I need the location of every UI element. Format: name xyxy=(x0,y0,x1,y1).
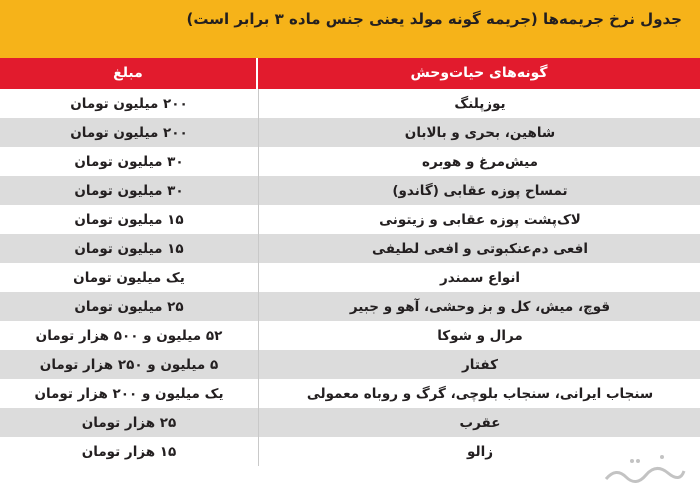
header-amount: مبلغ xyxy=(0,58,256,89)
amount-cell: ۲۰۰ میلیون تومان xyxy=(70,95,188,112)
amount-cell: ۲۵ میلیون تومان xyxy=(0,292,259,321)
header-divider xyxy=(256,58,258,89)
species-cell: انواع سمندر xyxy=(259,263,700,292)
species-cell: لاک‌پشت پوزه عقابی و زیتونی xyxy=(259,205,700,234)
amount-cell: ۵۲ میلیون و ۵۰۰ هزار تومان xyxy=(35,327,223,344)
table-row xyxy=(0,147,700,176)
table-row xyxy=(0,263,700,292)
table-row xyxy=(0,437,700,466)
species-cell: شاهین، بحری و بالابان xyxy=(259,118,700,147)
table-row xyxy=(0,118,700,147)
amount-cell: ۳۰ میلیون تومان xyxy=(74,153,184,170)
amount-cell: ۳۰ میلیون تومان xyxy=(0,176,259,205)
amount-cell: یک میلیون و ۲۰۰ هزار تومان xyxy=(34,385,224,402)
watermark-logo xyxy=(602,449,688,489)
species-cell: افعی دم‌عنکبوتی و افعی لطیفی xyxy=(259,234,700,263)
species-cell: قوچ، میش، کل و بز وحشی، آهو و جبیر xyxy=(259,292,700,321)
table-row xyxy=(0,350,700,379)
table-row xyxy=(0,89,700,118)
table-row xyxy=(0,205,700,234)
table-row xyxy=(0,379,700,408)
amount-cell: یک میلیون تومان xyxy=(73,269,185,286)
table-row xyxy=(0,321,700,350)
species-cell: یوزپلنگ xyxy=(259,89,700,118)
amount-cell: ۲۵ هزار تومان xyxy=(0,408,259,437)
table-row xyxy=(0,292,700,321)
species-cell: عقرب xyxy=(259,408,700,437)
amount-cell: ۲۰۰ میلیون تومان xyxy=(0,118,259,147)
species-cell: زالو xyxy=(259,437,700,466)
amount-cell: ۱۵ هزار تومان xyxy=(81,443,177,460)
table-row xyxy=(0,176,700,205)
species-cell: تمساح پوزه عقابی (گاندو) xyxy=(259,176,700,205)
table-row xyxy=(0,408,700,437)
fines-table xyxy=(0,89,700,466)
amount-cell: ۱۵ میلیون تومان xyxy=(74,211,184,228)
table-title: جدول نرخ جریمه‌ها (جریمه گونه مولد یعنی جنس ماده ۳ برابر است) xyxy=(0,0,700,58)
header-species: گونه‌های حیات‌وحش xyxy=(258,58,700,89)
species-cell: میش‌مرغ و هوبره xyxy=(259,147,700,176)
species-cell: مرال و شوکا xyxy=(259,321,700,350)
table-row xyxy=(0,234,700,263)
amount-cell: ۱۵ میلیون تومان xyxy=(0,234,259,263)
species-cell: سنجاب ایرانی، سنجاب بلوچی، گرگ و روباه معمولی xyxy=(259,379,700,408)
amount-cell: ۵ میلیون و ۲۵۰ هزار تومان xyxy=(0,350,259,379)
species-cell: کفتار xyxy=(259,350,700,379)
